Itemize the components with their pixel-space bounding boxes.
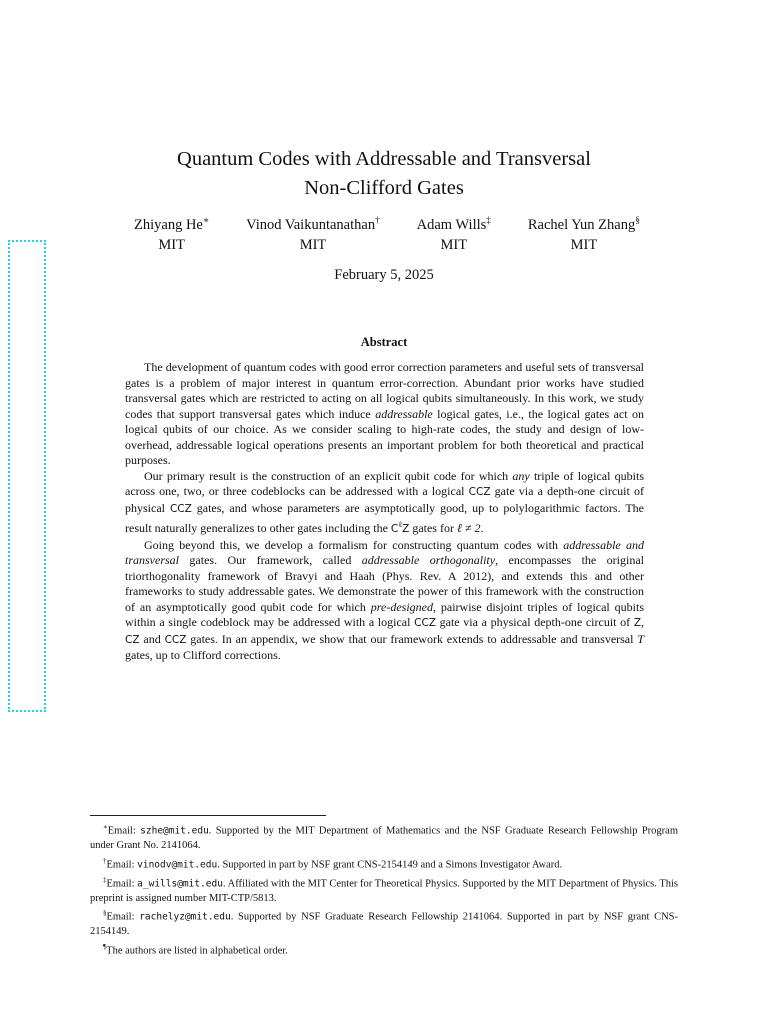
author-affiliation: MIT	[440, 237, 468, 253]
author-mark: §	[635, 216, 640, 227]
footnote-1: ∗Email: szhe@mit.edu. Supported by the MIT Department of Mathematics and the NSF Graduate Research Fellowship Program under Grant No. 2141064.	[90, 823, 678, 851]
author-mark: †	[375, 216, 380, 227]
email-link[interactable]: a_wills@mit.edu	[137, 878, 223, 889]
footnote-mark: ¶	[103, 942, 107, 951]
author-affiliation: MIT	[158, 237, 185, 253]
footnotes	[90, 820, 678, 959]
footnote-mark: ∗	[103, 823, 108, 831]
gate-z: Z	[402, 523, 410, 535]
abstract-heading: Abstract	[360, 335, 408, 349]
author-list	[90, 215, 678, 255]
author-2	[246, 215, 380, 255]
title-line-2: Non-Clifford Gates	[304, 177, 464, 199]
email-link[interactable]: rachelyz@mit.edu	[139, 911, 231, 923]
gate-ccz: CCZ	[468, 486, 491, 498]
author-3	[417, 215, 491, 255]
gate-ccz: CCZ	[164, 633, 187, 646]
emphasis: addressable orthogonality	[361, 553, 496, 567]
author-name: Vinod Vaikuntanathan	[246, 217, 376, 233]
gate-ccz: CCZ	[169, 502, 192, 515]
paper-title	[90, 145, 678, 203]
gate-t: T	[637, 631, 645, 646]
gate-cz: CZ	[125, 633, 140, 646]
paper-date: February 5, 2025	[334, 267, 434, 283]
footnote-mark: ‡	[103, 875, 107, 884]
gate-ccz: CCZ	[414, 617, 436, 629]
arxiv-stamp-border	[8, 240, 46, 712]
emphasis: addressable and transversal	[125, 537, 644, 567]
author-name: Rachel Yun Zhang	[527, 217, 636, 233]
author-mark: ‡	[486, 216, 492, 227]
emphasis: any	[512, 468, 530, 483]
abstract-paragraph-1: The development of quantum codes with good error correction parameters and useful sets of transversal gates is a problem of major interest in quantum error-correction. Abundant prior works have studied transversal gates which are restricted to acting on all logical qubits simultaneously. In this work, we study codes that support transversal gates which induce addressable logical gates, i.e., the logical gates act on logical qubits of our choice. As we consider scaling to high-rate codes, the study and design of low-overhead, addressable logical operations presents an important problem for both theoretical and practical purposes.	[125, 360, 645, 467]
footnote-2: †Email: vinodv@mit.edu. Supported in part by NSF grant CNS-2154149 and a Simons Investigator Award.	[103, 856, 563, 870]
author-4	[528, 215, 640, 255]
author-affiliation: MIT	[570, 237, 598, 253]
gate-ell: ℓ	[398, 520, 403, 529]
author-name: Adam Wills	[416, 217, 487, 233]
abstract-body	[125, 360, 644, 664]
footnote-5: ¶The authors are listed in alphabetical order.	[103, 942, 288, 956]
footnote-rule	[90, 815, 326, 816]
title-line-1: Quantum Codes with Addressable and Transversal	[177, 148, 591, 170]
gate-z: Z	[633, 617, 642, 629]
email-link[interactable]: szhe@mit.edu	[140, 825, 209, 837]
footnote-4: §Email: rachelyz@mit.edu. Supported by NSF Graduate Research Fellowship 2141064. Supported in part by NSF grant CNS-2154149.	[90, 909, 678, 937]
author-mark: ∗	[202, 216, 210, 227]
emphasis: pre-designed	[370, 599, 433, 614]
email-link[interactable]: vinodv@mit.edu	[137, 859, 218, 870]
abstract-paragraph-3: Going beyond this, we develop a formalism for constructing quantum codes with addressable and transversal gates. Our framework, called addressable orthogonality, encompasses the original triorthogonality framework of Bravyi and Haah (Phys. Rev. A 2012), and extends this and other frameworks to study addressable gates. We demonstrate the power of this framework with the construction of an asymptotically good qubit code for which pre-designed, pairwise disjoint triples of logical qubits within a single codeblock may be addressed with a logical CCZ gate via a physical depth-one circuit of Z, CZ and CCZ gates. In an appendix, we show that our framework extends to addressable and transversal T gates, up to Clifford corrections.	[125, 537, 645, 662]
footnote-mark: §	[103, 909, 107, 917]
author-affiliation: MIT	[299, 237, 327, 253]
author-name: Zhiyang He	[134, 217, 203, 233]
abstract-paragraph-2: Our primary result is the construction of an explicit qubit code for which any triple of logical qubits across one, two, or three codeblocks can be addressed with a logical CCZ gate via a depth-one circuit of physical CCZ gates, and whose parameters are asymptotically good, up to polylogarithmic factors. The result naturally generalizes to other gates including the $C^\ell Z$ gates for ℓ ≠ 2.	[125, 468, 644, 535]
footnote-3: ‡Email: a_wills@mit.edu. Affiliated with the MIT Center for Theoretical Physics. Supported by the MIT Department of Physics. This preprint is assigned number MIT-CTP/5813.	[90, 875, 678, 904]
author-1	[134, 215, 209, 255]
gate-c: C	[390, 523, 399, 535]
condition: ℓ ≠ 2	[456, 521, 481, 535]
footnote-mark: †	[103, 856, 107, 865]
emphasis: addressable	[375, 406, 433, 421]
